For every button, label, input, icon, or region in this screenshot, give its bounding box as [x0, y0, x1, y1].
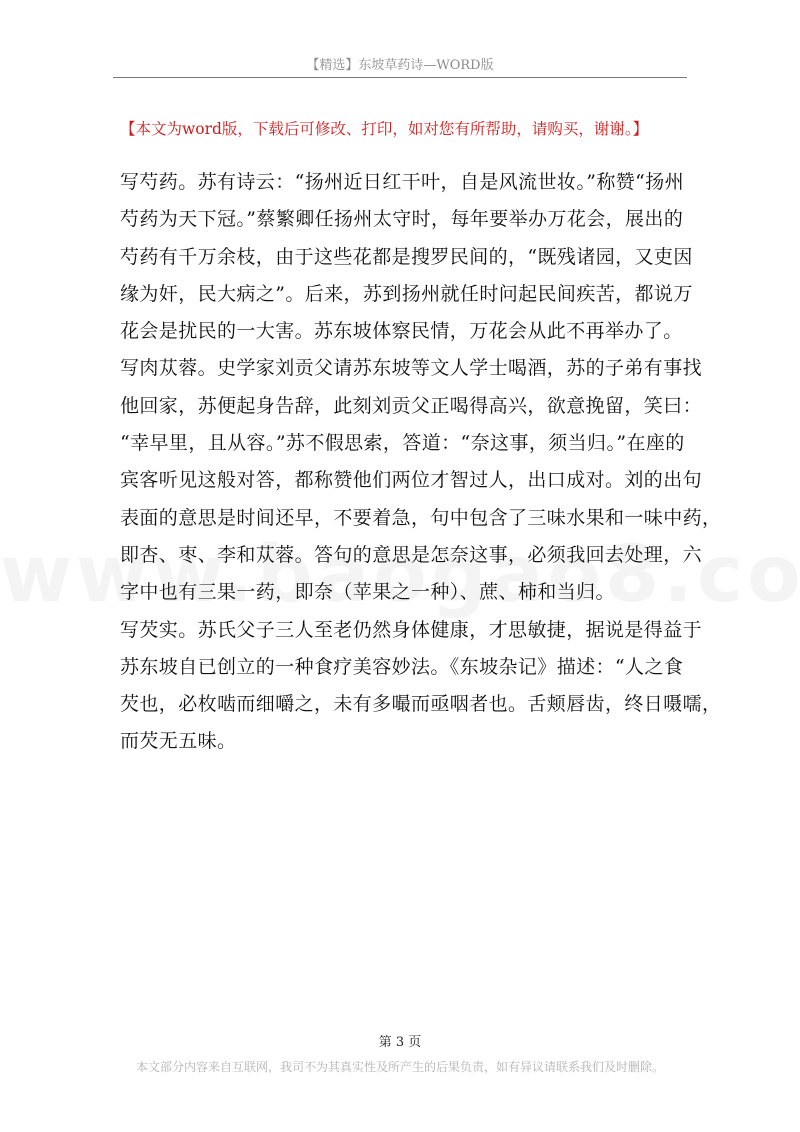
text-line: 花会是扰民的一大害。苏东坡体察民情，万花会从此不再举办了。 [120, 320, 683, 343]
document-header: 【精选】东坡草药诗—WORD版 [306, 58, 494, 73]
text-line: “幸早里，且从容。”苏不假思索，答道：“奈这事，须当归。”在座的 [120, 432, 685, 455]
text-line: 写芍药。苏有诗云：“扬州近日红干叶，自是风流世妆。”称赞“扬州 [120, 171, 685, 193]
text-line: 即杏、枣、李和苁蓉。答句的意思是怎奈这事，必须我回去处理，六 [120, 543, 703, 566]
text-line: 芍药为天下冠。”蔡繁卿任扬州太守时，每年要举办万花会，展出的 [120, 208, 684, 231]
text-line: 苏东坡自已创立的一种食疗美容妙法。《东坡杂记》描述：“人之食 [120, 655, 684, 678]
text-line: 宾客听见这般对答，都称赞他们两位才智过人，出口成对。刘的出句 [120, 469, 703, 492]
text-line: 写芡实。苏氏父子三人至老仍然身体健康，才思敏捷，据说是得益于 [120, 618, 703, 641]
article-body [120, 164, 722, 761]
text-line: 表面的意思是时间还早，不要着急，句中包含了三味水果和一味中药， [120, 506, 722, 529]
text-line: 他回家，苏便起身告辞，此刻刘贡父正喝得高兴，欲意挽留，笑曰： [120, 394, 703, 417]
download-notice: 【本文为word版，下载后可修改、打印，如对您有所帮助，请购买，谢谢。】 [120, 120, 649, 138]
text-line: 芡也，必枚啮而细嚼之，未有多嘬而亟咽者也。舌颊唇齿，终日嗫嚅， [120, 693, 722, 716]
footer-disclaimer: 本文部分内容来自互联网，我司不为其真实性及所产生的后果负责，如有异议请联系我们及时删除。 [135, 1060, 664, 1074]
text-line: 字中也有三果一药，即奈（苹果之一种）、蔗、柿和当归。 [120, 581, 615, 604]
text-line: 写肉苁蓉。史学家刘贡父请苏东坡等文人学士喝酒，苏的子弟有事找 [120, 357, 703, 380]
text-line: 芍药有千万余枝，由于这些花都是搜罗民间的，“既残诸园，又吏因 [120, 245, 693, 268]
page-number: 第 3 页 [378, 1035, 422, 1050]
header-divider [113, 77, 687, 78]
text-line: 而芡无五味。 [120, 730, 237, 753]
text-line: 缘为奸，民大病之”。后来，苏到扬州就任时问起民间疾苦，都说万 [120, 282, 693, 305]
